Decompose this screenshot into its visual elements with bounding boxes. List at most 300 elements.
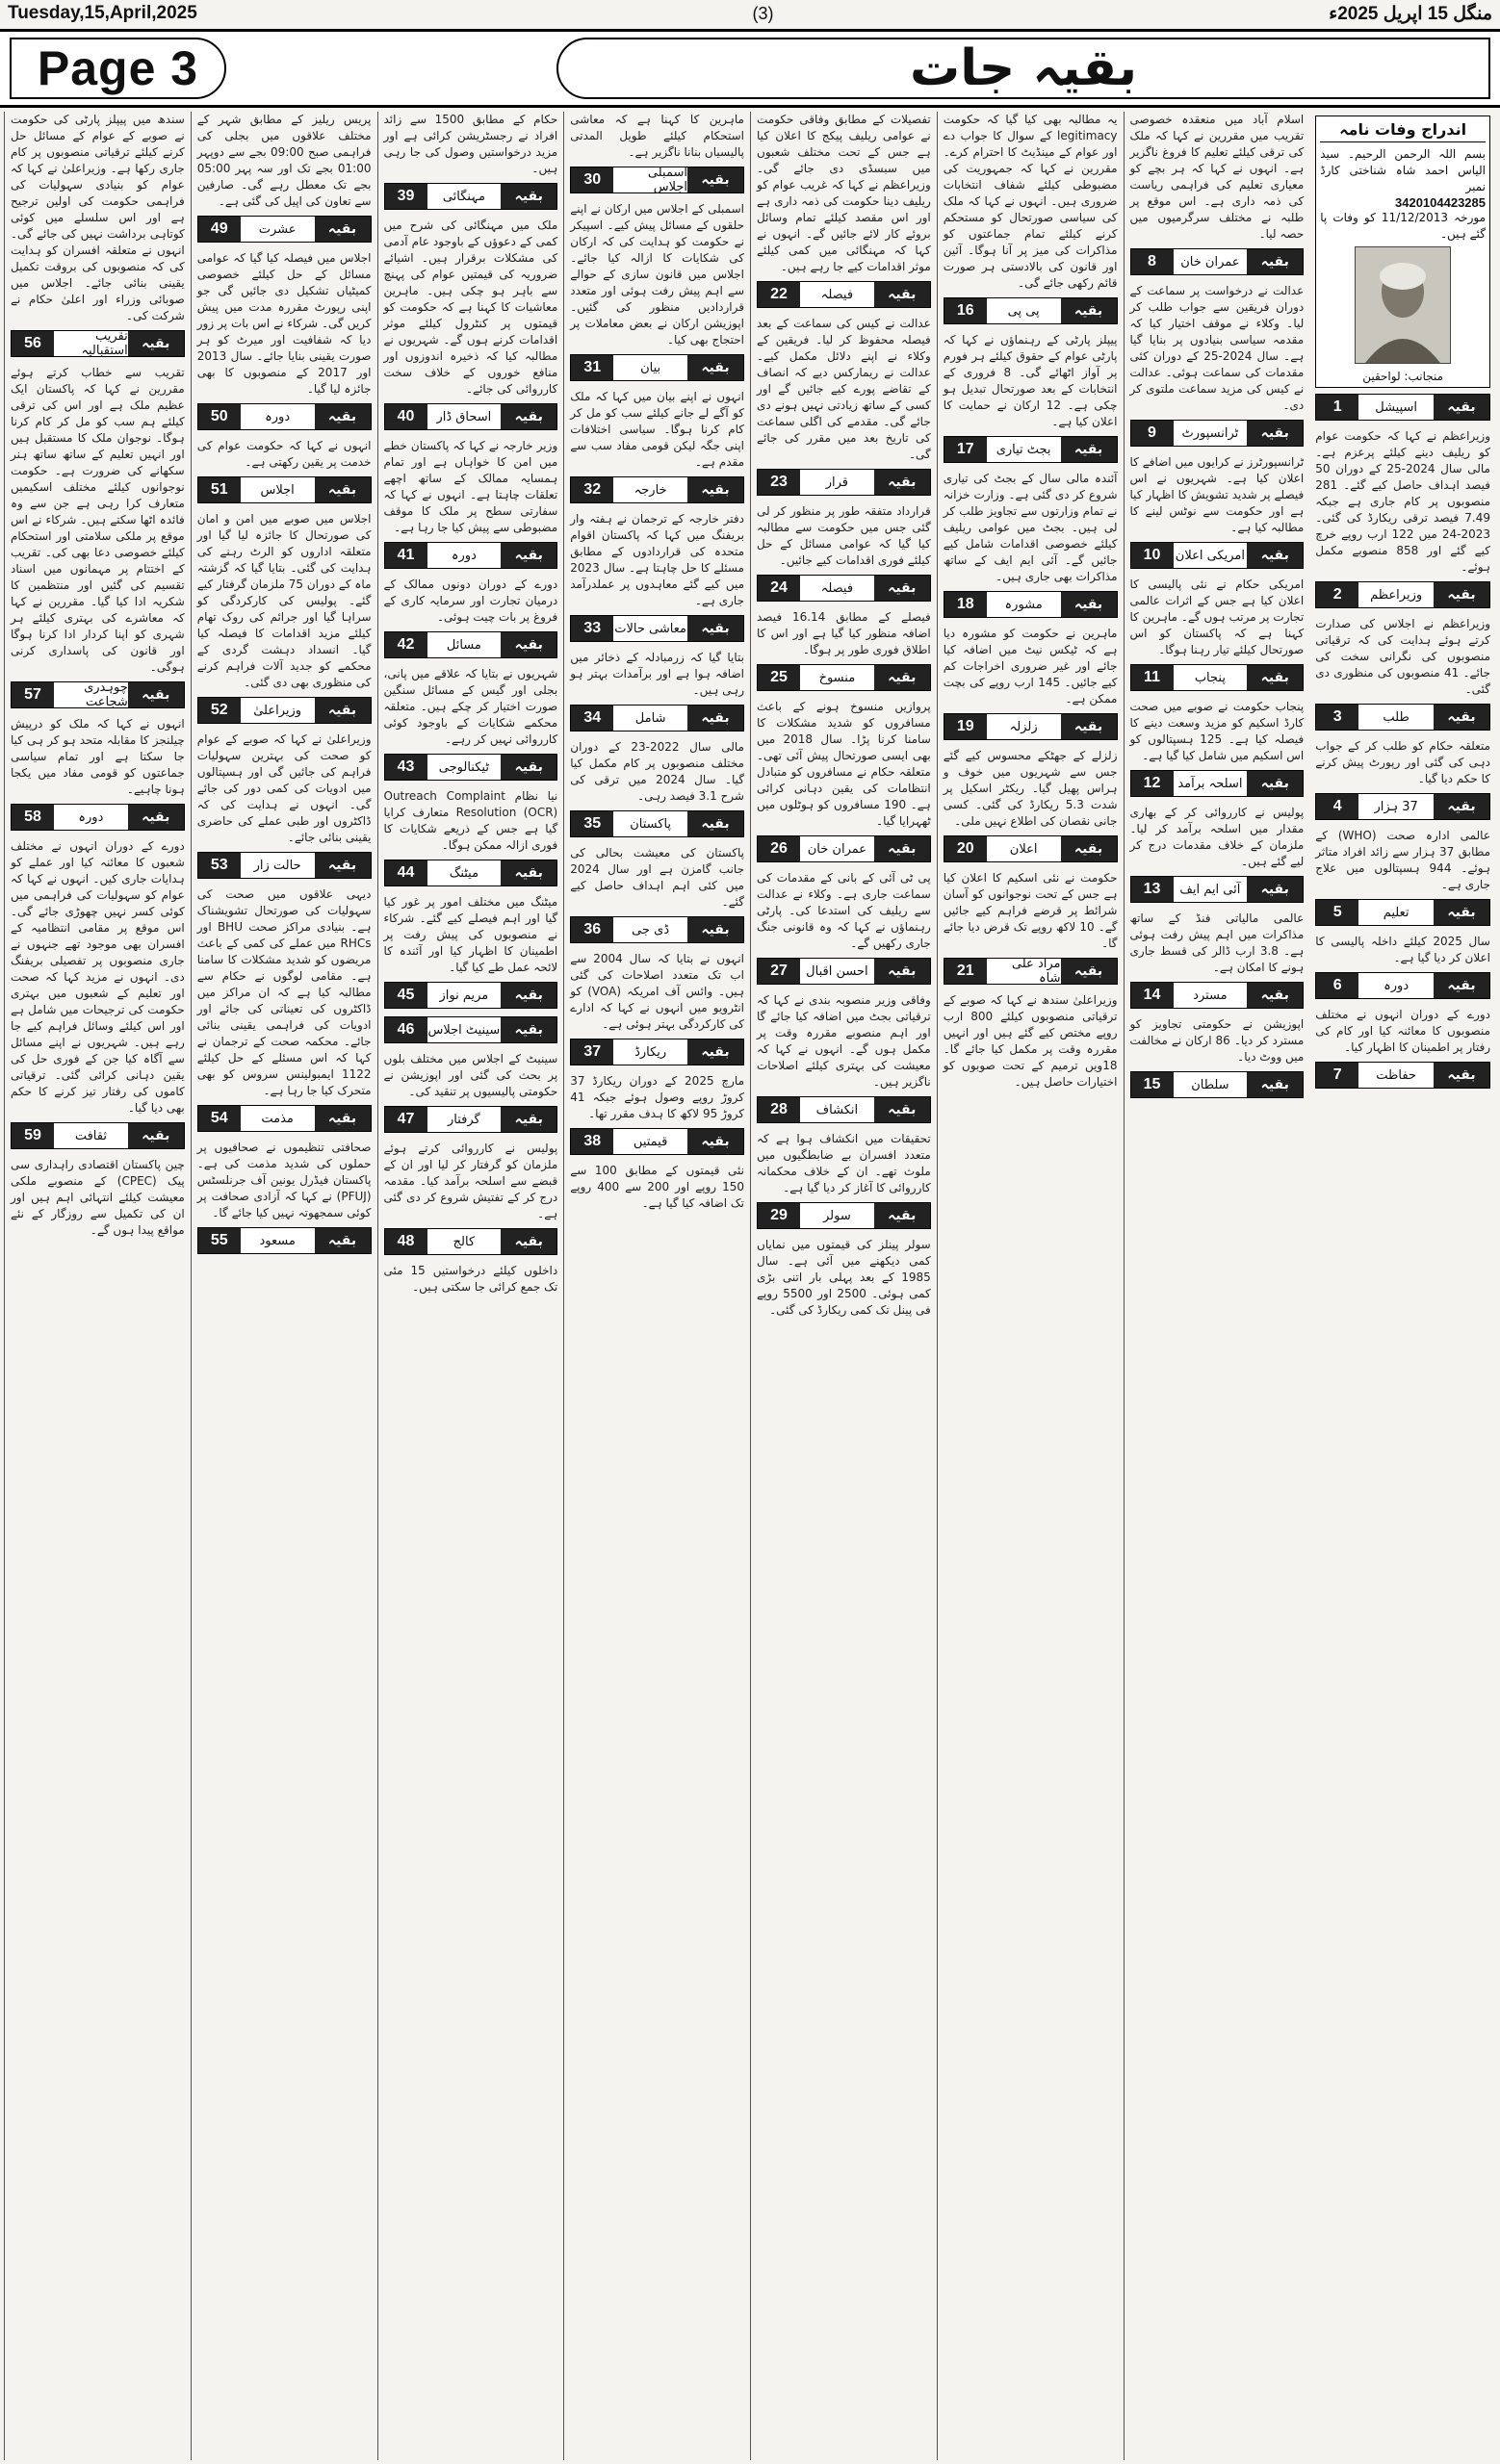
continuation-number: 45 bbox=[385, 983, 427, 1008]
article-text: ٹرانسپورٹرز نے کرایوں میں اضافے کا اعلان کیا ہے۔ شہریوں نے اس فیصلے پر شدید تشویش کا اظہار کیا ہے اور حکومت سے نوٹس لینے کا مطالبہ کیا ہے۔ bbox=[1129, 455, 1305, 534]
continuation-name: عمران خان bbox=[1180, 254, 1240, 270]
continuation-tag bbox=[570, 167, 744, 193]
continuation-name: مسائل bbox=[446, 637, 481, 653]
continuation-name: کالج bbox=[453, 1234, 476, 1249]
article-text: دیہی علاقوں میں صحت کی سہولیات کی صورتحال تشویشناک ہے۔ بنیادی مراکز صحت BHU اور RHCs میں عملے کی کمی کے باعث مریضوں کو شدید مشکلات کا سامنا ہے۔ مقامی لوگوں نے حکام سے مطالبہ کیا ہے کہ ان مراکز میں ڈاکٹروں کی تعیناتی کی جائے اور ادویات کی فراہمی یقینی بنائی جائے۔ محکمہ صحت کے ترجمان نے کہا کہ اس مسئلے کے حل کیلئے 1122 ایمبولینس سروس کو بھی متحرک کیا جا رہا ہے۔ bbox=[196, 887, 372, 1097]
continuation-label: بقیہ bbox=[687, 1040, 743, 1065]
news-column bbox=[4, 112, 191, 2460]
continuation-name: آئی ایم ایف bbox=[1179, 882, 1241, 897]
continuation-label: بقیہ bbox=[501, 543, 556, 568]
continuation-number: 2 bbox=[1316, 582, 1358, 607]
continuation-number: 50 bbox=[198, 404, 241, 429]
continuation-name: سینیٹ اجلاس bbox=[427, 1022, 501, 1038]
continuation-number: 35 bbox=[571, 811, 613, 836]
continuation-number: 19 bbox=[944, 714, 987, 739]
continuation-label: بقیہ bbox=[1247, 1072, 1303, 1097]
continuation-label: بقیہ bbox=[874, 836, 930, 861]
continuation-number: 48 bbox=[385, 1229, 427, 1254]
article-text: اسمبلی کے اجلاس میں ارکان نے اپنے حلقوں کے مسائل پیش کیے۔ اسپیکر نے حکومت کو ہدایت کی کہ ارکان کی شکایات کا ازالہ کیا جائے۔ اجلاس میں قانون سازی کے حوالے سے اہم پیش رفت ہوئی اور متعدد قراردادیں منظور کی گئیں۔ اپوزیشن ارکان نے بعض معاملات پر احتجاج بھی کیا۔ bbox=[570, 202, 744, 346]
continuation-label: بقیہ bbox=[315, 853, 371, 878]
continuation-label: بقیہ bbox=[874, 282, 930, 307]
continuation-name: مسترد bbox=[1193, 988, 1228, 1003]
continuation-label: بقیہ bbox=[1247, 771, 1303, 796]
continuation-tag bbox=[570, 705, 744, 732]
continuation-label: بقیہ bbox=[687, 477, 743, 502]
continuation-tag bbox=[757, 664, 931, 691]
continuation-number: 53 bbox=[198, 853, 241, 878]
continuation-number: 47 bbox=[385, 1107, 427, 1132]
continuation-name: دورہ bbox=[1384, 978, 1409, 993]
continuation-name: مذمت bbox=[261, 1111, 294, 1126]
continuation-number: 26 bbox=[758, 836, 800, 861]
article-text: اجلاس میں صوبے میں امن و امان کی صورتحال کا جائزہ لیا گیا اور متعلقہ اداروں کو الرٹ رہنے کی ہدایت کی گئی۔ بتایا گیا کہ گزشتہ ماہ کے دوران 75 ملزمان گرفتار کیے گئے۔ پولیس کی کارکردگی کو سراہا گیا اور جرائم کی روک تھام کیلئے مزید اقدامات کا فیصلہ کیا گیا۔ انسداد دہشت گردی کے محکمے کو جدید آلات فراہم کرنے کی منظوری بھی دی گئی۔ bbox=[196, 512, 372, 689]
continuation-tag bbox=[1130, 1071, 1305, 1098]
news-column bbox=[750, 112, 937, 2460]
continuation-label: بقیہ bbox=[874, 665, 930, 690]
article-text: عالمی مالیاتی فنڈ کے ساتھ مذاکرات میں اہم پیش رفت ہوئی ہے۔ 3.8 ارب ڈالر کی قسط جاری ہونے کا امکان ہے۔ bbox=[1129, 911, 1305, 974]
continuation-label: بقیہ bbox=[315, 477, 371, 502]
article-text: پی ٹی آئی کے بانی کے مقدمات کی سماعت جاری ہے۔ وکلاء نے عدالت سے ریلیف کی استدعا کی۔ پارٹی رہنماؤں نے کہا کہ وہ قانونی جنگ جاری رکھیں گے۔ bbox=[757, 871, 931, 950]
dateline bbox=[0, 0, 1500, 27]
continuation-label: بقیہ bbox=[687, 355, 743, 380]
continuation-tag bbox=[570, 916, 744, 943]
continuation-tag bbox=[384, 183, 558, 210]
continuation-label: بقیہ bbox=[315, 698, 371, 723]
continuation-label: بقیہ bbox=[1061, 959, 1117, 984]
continuation-number: 14 bbox=[1131, 983, 1174, 1008]
continuation-label: بقیہ bbox=[128, 682, 184, 707]
obituary-signature: منجانب: لواحقین bbox=[1362, 370, 1444, 383]
article-text: تحقیقات میں انکشاف ہوا ہے کہ متعدد افسران بے ضابطگیوں میں ملوث تھے۔ ان کے خلاف محکمانہ کارروائی کا آغاز کر دیا گیا ہے۔ bbox=[757, 1132, 931, 1194]
continuation-tag bbox=[1130, 876, 1305, 903]
continuation-name: ریکارڈ bbox=[634, 1044, 667, 1060]
article-text: عدالت نے درخواست پر سماعت کے دوران فریقین سے جواب طلب کر لیا۔ وکلاء نے موقف اختیار کیا کہ مقدمہ سیاسی بنیادوں پر بنایا گیا ہے۔ سال 2024-25 کے دوران کئی مقدمات کی سماعت ہوئی۔ عدالت نے کیس کی مزید سماعت ملتوی کر دی۔ bbox=[1129, 284, 1305, 412]
article-text: پولیس نے کارروائی کرتے ہوئے ملزمان کو گرفتار کر لیا اور ان کے قبضے سے اسلحہ برآمد کیا۔ مقدمہ درج کر کے تفتیش شروع کر دی گئی ہے۔ bbox=[383, 1142, 558, 1220]
continuation-name: پنجاب bbox=[1194, 670, 1226, 685]
article-text: پروازیں منسوخ ہونے کے باعث مسافروں کو شدید مشکلات کا سامنا کرنا پڑا۔ سال 2018 میں بھی ایسی صورتحال پیش آئی تھی۔ متعلقہ حکام نے مسافروں کو متبادل انتظامات کی یقین دہانی کرائی ہے۔ 190 مسافروں کو ہوٹلوں میں ٹھہرایا گیا۔ bbox=[757, 700, 931, 828]
article-text: وزیر خارجہ نے کہا کہ پاکستان خطے میں امن کا خواہاں ہے اور تمام ہمسایہ ممالک کے ساتھ اچھے تعلقات چاہتا ہے۔ انہوں نے کہا کہ سفارتی سطح پر ملک کا موقف مضبوطی سے پیش کیا جا رہا ہے۔ bbox=[383, 439, 558, 534]
continuation-name: اجلاس bbox=[260, 482, 295, 498]
continuation-number: 16 bbox=[944, 298, 987, 323]
continuation-label: بقیہ bbox=[1061, 298, 1117, 323]
continuation-label: بقیہ bbox=[315, 1106, 371, 1131]
article-text: اسلام آباد میں منعقدہ خصوصی تقریب میں مقررین نے کہا کہ ملک کی ترقی کیلئے تعلیم کا فروغ ناگزیر ہے۔ انہوں نے کہا کہ ہر بچے کو معیاری تعلیم کی فراہمی ریاست کی ذمہ داری ہے۔ اس موقع پر طلبہ نے مختلف سرگرمیوں میں حصہ لیا۔ bbox=[1129, 113, 1305, 241]
article-text: پیپلز پارٹی کے رہنماؤں نے کہا کہ پارٹی عوام کے حقوق کیلئے ہر فورم پر آواز اٹھائے گی۔ 8 فروری کے انتخابات کے بعد صورتحال تبدیل ہو چکی ہے۔ 12 ارکان نے حمایت کا اعلان کیا ہے۔ bbox=[943, 333, 1118, 428]
continuation-tag bbox=[384, 542, 558, 569]
continuation-name: ٹرانسپورٹ bbox=[1181, 425, 1239, 441]
continuation-number: 5 bbox=[1316, 900, 1358, 925]
continuation-name: بجٹ تیاری bbox=[996, 442, 1051, 457]
continuation-name: اعلان bbox=[1009, 841, 1038, 857]
obituary-title: اندراج وفات نامہ bbox=[1320, 120, 1486, 142]
continuation-name: دورہ bbox=[451, 548, 477, 563]
continuation-name: اسمبلی اجلاس bbox=[647, 166, 687, 194]
continuation-number: 55 bbox=[198, 1228, 241, 1253]
continuation-name: پاکستان bbox=[630, 816, 672, 832]
continuation-tag bbox=[1315, 793, 1490, 820]
continuation-number: 13 bbox=[1131, 877, 1174, 902]
continuation-number: 7 bbox=[1316, 1063, 1358, 1088]
continuation-tag bbox=[570, 476, 744, 503]
continuation-number: 24 bbox=[758, 576, 800, 601]
continuation-label: بقیہ bbox=[501, 1229, 556, 1254]
continuation-label: بقیہ bbox=[874, 1097, 930, 1122]
continuation-name: ٹیکنالوجی bbox=[438, 759, 489, 775]
continuation-name: فیصلہ bbox=[820, 580, 854, 596]
continuation-label: بقیہ bbox=[1247, 983, 1303, 1008]
continuation-number: 8 bbox=[1131, 249, 1174, 274]
continuation-name: مراد علی شاہ bbox=[1011, 957, 1061, 986]
continuation-number: 40 bbox=[385, 404, 427, 429]
continuation-name: گرفتار bbox=[448, 1112, 480, 1127]
continuation-name: 37 ہزار bbox=[1374, 799, 1418, 814]
obituary-cnic: 3420104423285 bbox=[1395, 195, 1486, 210]
article-text: سینیٹ کے اجلاس میں مختلف بلوں پر بحث کی گئی اور اپوزیشن نے حکومتی پالیسیوں پر تنقید کی۔ bbox=[383, 1052, 558, 1098]
news-column bbox=[1309, 112, 1496, 2460]
continuation-label: بقیہ bbox=[1247, 543, 1303, 568]
continuation-tag bbox=[944, 591, 1118, 618]
page-number: (3) bbox=[752, 3, 774, 23]
continuation-number: 25 bbox=[758, 665, 800, 690]
continuation-name: عمران خان bbox=[807, 841, 867, 857]
continuation-tag bbox=[384, 754, 558, 781]
continuation-number: 17 bbox=[944, 437, 987, 462]
continuation-number: 9 bbox=[1131, 421, 1174, 446]
continuation-name: پی پی bbox=[1007, 303, 1040, 319]
article-text: ملک میں مہنگائی کی شرح میں کمی کے دعوؤں کے باوجود عام آدمی کی مشکلات برقرار ہیں۔ اشیائے ضروریہ کی قیمتیں عوام کی پہنچ سے باہر ہو چکی ہیں۔ ماہرین معاشیات کا کہنا ہے کہ حکومت کو قیمتوں پر کنٹرول کیلئے موثر اقدامات کرنے ہوں گے۔ شہریوں نے مطالبہ کیا کہ ذخیرہ اندوزوں اور منافع خوروں کے خلاف سخت کارروائی کی جائے۔ bbox=[383, 218, 558, 396]
continuation-tag bbox=[944, 713, 1118, 740]
continuation-name: حفاظت bbox=[1376, 1067, 1416, 1083]
columns-grid bbox=[4, 112, 1496, 2460]
continuation-tag bbox=[757, 1096, 931, 1123]
article-text: داخلوں کیلئے درخواستیں 15 مئی تک جمع کرائی جا سکتی ہیں۔ bbox=[383, 1264, 558, 1294]
continuation-tag bbox=[1315, 1062, 1490, 1089]
continuation-tag bbox=[1130, 770, 1305, 797]
continuation-tag bbox=[11, 1122, 185, 1149]
continuation-tag bbox=[1130, 248, 1305, 275]
continuation-tag bbox=[1130, 542, 1305, 569]
continuation-label: بقیہ bbox=[501, 860, 556, 886]
continuation-tag bbox=[1130, 982, 1305, 1009]
continuation-label: بقیہ bbox=[874, 470, 930, 495]
obituary-photo bbox=[1355, 246, 1451, 364]
article-text: پاکستان کی معیشت بحالی کی جانب گامزن ہے اور سال 2024 میں کئی اہم اہداف حاصل کیے گئے۔ bbox=[570, 846, 744, 909]
article-text: وزیراعلیٰ نے کہا کہ صوبے کے عوام کو صحت کی بہترین سہولیات فراہم کی جائیں گی اور ہسپتالوں میں ادویات کی کمی دور کی جائے گی۔ انہوں نے ہدایت کی کہ ڈاکٹروں اور طبی عملے کی حاضری یقینی بنائی جائے۔ bbox=[196, 732, 372, 844]
continuation-number: 46 bbox=[385, 1017, 427, 1042]
date-english: Tuesday,15,April,2025 bbox=[8, 3, 197, 23]
continuation-name: میٹنگ bbox=[449, 865, 479, 881]
article-text: دورے کے دوران انہوں نے مختلف شعبوں کا معائنہ کیا اور عملے کو ہدایات جاری کیں۔ انہوں نے کہا کہ عوام کو سہولیات کی فراہمی میں کوئی کسر نہیں چھوڑی جائے گی۔ اس موقع پر مقامی انتظامیہ کے افسران بھی موجود تھے جنہوں نے جاری منصوبوں پر تفصیلی بریفنگ دی۔ انہوں نے مزید کہا کہ صحت اور تعلیم کے شعبوں میں بہتری حکومت کی ترجیحات میں شامل ہے اور اس کیلئے وسائل فراہم کیے جا رہے ہیں۔ شہریوں نے اپنے مسائل سے آگاہ کیا جن کے فوری حل کی یقین دہانی کرائی گئی۔ ترقیاتی کاموں کی رفتار تیز کرنے کا حکم بھی دیا گیا۔ bbox=[11, 839, 185, 1115]
continuation-tag bbox=[197, 852, 372, 879]
article-text: امریکی حکام نے نئی پالیسی کا اعلان کیا ہے جس کے اثرات عالمی تجارت پر مرتب ہوں گے۔ ماہرین کا کہنا ہے کہ پاکستان کو اس صورتحال کیلئے تیار رہنا ہوگا۔ bbox=[1129, 578, 1305, 656]
obituary-notice bbox=[1315, 116, 1490, 388]
article-text: وزیراعظم نے اجلاس کی صدارت کرتے ہوئے ہدایت کی کہ ترقیاتی منصوبوں کی نگرانی سخت کی جائے۔ 41 منصوبوں کی منظوری دی گئی۔ bbox=[1315, 617, 1490, 696]
article-text: شہریوں نے بتایا کہ علاقے میں پانی، بجلی اور گیس کے مسائل سنگین صورت اختیار کر چکے ہیں۔ متعلقہ محکمے شکایات کے باوجود کوئی کارروائی نہیں کر رہے۔ bbox=[383, 667, 558, 746]
article-text: ماہرین کا کہنا ہے کہ معاشی استحکام کیلئے طویل المدتی پالیسیاں بنانا ناگزیر ہے۔ bbox=[570, 113, 744, 159]
continuation-number: 52 bbox=[198, 698, 241, 723]
continuation-label: بقیہ bbox=[1247, 421, 1303, 446]
continuation-number: 28 bbox=[758, 1097, 800, 1122]
article-text: چین پاکستان اقتصادی راہداری سی پیک (CPEC) کے منصوبے ملکی معیشت کیلئے انتہائی اہم ہیں اور ان کی تکمیل سے روزگار کے نئے مواقع پیدا ہوں گے۔ bbox=[11, 1158, 185, 1237]
continuation-tag bbox=[757, 281, 931, 308]
continuation-name: فیصلہ bbox=[820, 287, 854, 302]
continuation-name: مہنگائی bbox=[442, 189, 485, 204]
continuation-label: بقیہ bbox=[874, 1203, 930, 1228]
article-text: سندھ میں پیپلز پارٹی کی حکومت نے صوبے کے عوام کے مسائل حل کرنے کیلئے ترقیاتی منصوبوں پر کام جاری رکھا ہے۔ وزیراعلیٰ نے کہا کہ عوام کو بنیادی سہولیات کی فراہمی حکومت کی اولین ترجیح ہے اور اس سلسلے میں کوئی کوتاہی برداشت نہیں کی جائے گی۔ انہوں نے متعلقہ افسران کو ہدایت کی کہ منصوبوں کی بروقت تکمیل یقینی بنائی جائے۔ اجلاس میں صوبائی وزراء اور اعلیٰ حکام نے شرکت کی۔ bbox=[11, 113, 185, 322]
continuation-number: 21 bbox=[944, 959, 987, 984]
news-column bbox=[377, 112, 564, 2460]
continuation-number: 4 bbox=[1316, 794, 1358, 819]
continuation-name: اسپیشل bbox=[1375, 399, 1418, 415]
continuation-label: بقیہ bbox=[501, 1017, 556, 1042]
continuation-tag bbox=[1130, 664, 1305, 691]
article-text: اجلاس میں فیصلہ کیا گیا کہ عوامی مسائل کے حل کیلئے خصوصی کمیٹیاں تشکیل دی جائیں گی جو اپنی رپورٹ مقررہ مدت میں پیش کریں گی۔ شرکاء نے اس بات پر زور دیا کہ شفافیت اور میرٹ کو ہر صورت یقینی بنایا جائے۔ سال 2013 اور 2017 کے منصوبوں کا بھی جائزہ لیا گیا۔ bbox=[196, 251, 372, 396]
continuation-label: بقیہ bbox=[1061, 437, 1117, 462]
continuation-name: قیمتیں bbox=[633, 1134, 668, 1149]
continuation-number: 54 bbox=[198, 1106, 241, 1131]
continuation-number: 43 bbox=[385, 755, 427, 780]
continuation-label: بقیہ bbox=[501, 1107, 556, 1132]
continuation-name: تقریب استقبالیہ bbox=[81, 329, 128, 358]
article-text: انہوں نے کہا کہ ملک کو درپیش چیلنجز کا مقابلہ متحد ہو کر ہی کیا جا سکتا ہے اور تمام سیاسی جماعتوں کو قومی مفاد میں یکجا ہونا چاہیے۔ bbox=[11, 717, 185, 796]
article-text: حکومت نے نئی اسکیم کا اعلان کیا ہے جس کے تحت نوجوانوں کو آسان شرائط پر قرضے فراہم کیے جائیں گے۔ 10 لاکھ روپے تک قرض دیا جائے گا۔ bbox=[943, 871, 1118, 950]
continuation-tag bbox=[570, 810, 744, 837]
continuation-tag bbox=[757, 835, 931, 862]
obituary-date: مورخہ 11/12/2013 کو وفات پا گئے ہیں۔ bbox=[1320, 211, 1486, 241]
continuation-number: 27 bbox=[758, 959, 800, 984]
article-text: صحافتی تنظیموں نے صحافیوں پر حملوں کی شدید مذمت کی ہے۔ پاکستان فیڈرل یونین آف جرنلسٹس (PFUJ) نے کہا کہ آزادی صحافت پر کوئی سمجھوتہ نہیں کیا جائے گا۔ bbox=[196, 1141, 372, 1219]
continuation-tag bbox=[384, 403, 558, 430]
continuation-tag bbox=[384, 860, 558, 886]
article-text: متعلقہ حکام کو طلب کر کے جواب دہی کی گئی اور رپورٹ پیش کرنے کا حکم دیا گیا۔ bbox=[1315, 739, 1490, 785]
continuation-tag bbox=[197, 476, 372, 503]
continuation-number: 12 bbox=[1131, 771, 1174, 796]
article-text: مارچ 2025 کے دوران ریکارڈ 37 کروڑ روپے وصول ہوئے جبکہ 41 کروڑ 95 لاکھ کا ہدف مقرر تھا۔ bbox=[570, 1074, 744, 1120]
continuation-number: 11 bbox=[1131, 665, 1174, 690]
continuation-number: 49 bbox=[198, 217, 241, 242]
continuation-number: 34 bbox=[571, 706, 613, 731]
continuation-name: اسحاق ڈار bbox=[436, 409, 492, 424]
continuation-tag bbox=[197, 1227, 372, 1254]
continuation-tag bbox=[757, 1202, 931, 1229]
continuation-tag bbox=[384, 631, 558, 658]
continuation-tag bbox=[944, 436, 1118, 463]
date-urdu: منگل 15 اپریل 2025ء bbox=[1329, 3, 1492, 24]
continuation-tag bbox=[197, 1105, 372, 1132]
article-text: حکام کے مطابق 1500 سے زائد افراد نے رجسٹریشن کرائی ہے اور مزید درخواستیں وصول کی جا رہی ہیں۔ bbox=[383, 113, 558, 175]
article-text: دورے کے دوران دونوں ممالک کے درمیان تجارت اور سرمایہ کاری کے فروغ پر بات چیت ہوئی۔ bbox=[383, 578, 558, 624]
article-text: انہوں نے اپنے بیان میں کہا کہ ملک کو آگے لے جانے کیلئے سب کو مل کر کام کرنا ہوگا۔ سیاسی اختلافات اپنی جگہ لیکن قومی مفاد سب سے مقدم ہے۔ bbox=[570, 390, 744, 469]
article-text: انہوں نے کہا کہ حکومت عوام کی خدمت پر یقین رکھتی ہے۔ bbox=[196, 439, 372, 469]
article-text: وزیراعظم نے کہا کہ حکومت عوام کو ریلیف دینے کیلئے پرعزم ہے۔ مالی سال 2024-25 کے دوران 50 فیصد اہداف حاصل کیے گئے۔ 281 منصوبوں پر کام جاری ہے جبکہ 7.49 فیصد ترقی ریکارڈ کی گئی۔ 2023-24 میں 122 ارب روپے خرچ کیے گئے اور 858 منصوبے مکمل ہوئے۔ bbox=[1315, 429, 1490, 574]
article-text: وفاقی وزیر منصوبہ بندی نے کہا کہ ترقیاتی بجٹ میں اضافہ کیا جائے گا اور اہم منصوبے مقررہ وقت پر مکمل ہوں گے۔ انہوں نے کہا کہ معیشت کی بہتری کیلئے اصلاحات ناگزیر ہیں۔ bbox=[757, 993, 931, 1089]
continuation-name: منسوخ bbox=[818, 670, 856, 685]
continuation-number: 18 bbox=[944, 592, 987, 617]
article-text: یہ مطالبہ بھی کیا گیا کہ حکومت legitimacy کے سوال کا جواب دے اور عوام کے مینڈیٹ کا احترام کرے۔ مقررین نے کہا کہ جمہوریت کی مضبوطی کیلئے شفاف انتخابات ضروری ہیں۔ انہوں نے کہا کہ ملک کی سیاسی صورتحال کو مستحکم کرنے کیلئے تمام جماعتوں کو مذاکرات کی میز پر آنا ہوگا۔ آئین اور قانون کی بالادستی ہر صورت قائم رکھی جائے گی۔ bbox=[943, 113, 1118, 290]
continuation-label: بقیہ bbox=[687, 1129, 743, 1154]
masthead-banner bbox=[0, 29, 1500, 108]
continuation-label: بقیہ bbox=[687, 616, 743, 641]
page-label: Page 3 bbox=[10, 38, 226, 99]
article-text: فیصلے کے مطابق 16.14 فیصد اضافہ منظور کیا گیا ہے اور اس کا اطلاق فوری طور پر ہوگا۔ bbox=[757, 610, 931, 656]
continuation-name: وزیراعلیٰ bbox=[253, 703, 302, 718]
continuation-label: بقیہ bbox=[1434, 395, 1489, 420]
obituary-text: بسم اللہ الرحمن الرحیم۔ سید الیاس احمد شاہ شناختی کارڈ نمبر bbox=[1320, 147, 1486, 193]
continuation-tag bbox=[1315, 704, 1490, 731]
continuation-number: 32 bbox=[571, 477, 613, 502]
continuation-label: بقیہ bbox=[1247, 249, 1303, 274]
article-text: اپوزیشن نے حکومتی تجاویز کو مسترد کر دیا۔ 86 ارکان نے مخالفت میں ووٹ دیا۔ bbox=[1129, 1017, 1305, 1064]
continuation-label: بقیہ bbox=[1247, 877, 1303, 902]
continuation-number: 39 bbox=[385, 184, 427, 209]
continuation-name: بیان bbox=[640, 360, 661, 375]
page-title: بقیہ جات bbox=[556, 38, 1490, 99]
continuation-name: حالت زار bbox=[253, 858, 301, 873]
continuation-number: 51 bbox=[198, 477, 241, 502]
continuation-tag bbox=[757, 469, 931, 496]
continuation-tag bbox=[384, 1016, 558, 1043]
continuation-name: معاشی حالات bbox=[614, 621, 686, 636]
continuation-label: بقیہ bbox=[315, 217, 371, 242]
continuation-name: سولر bbox=[823, 1208, 851, 1223]
continuation-label: بقیہ bbox=[874, 959, 930, 984]
continuation-name: طلب bbox=[1383, 709, 1409, 725]
continuation-name: قرار bbox=[825, 475, 849, 490]
continuation-tag bbox=[570, 1039, 744, 1065]
continuation-number: 3 bbox=[1316, 705, 1358, 730]
article-text: زلزلے کے جھٹکے محسوس کیے گئے جس سے شہریوں میں خوف و ہراس پھیل گیا۔ ریکٹر اسکیل پر شدت 5.3 ریکارڈ کی گئی۔ کسی جانی نقصان کی اطلاع نہیں ملی۔ bbox=[943, 749, 1118, 828]
continuation-number: 57 bbox=[12, 682, 54, 707]
continuation-name: دورہ bbox=[78, 809, 104, 825]
continuation-number: 44 bbox=[385, 860, 427, 886]
continuation-tag bbox=[944, 835, 1118, 862]
continuation-label: بقیہ bbox=[1061, 592, 1117, 617]
article-text: پریس ریلیز کے مطابق شہر کے مختلف علاقوں میں بجلی کی فراہمی صبح 09:00 بجے سے دوپہر 01:00 بجے تک اور سہ پہر 05:00 بجے تک معطل رہے گی۔ صارفین سے تعاون کی اپیل کی گئی ہے۔ bbox=[196, 113, 372, 208]
article-text: نیا نظام Outreach Complaint Resolution (OCR) متعارف کرایا گیا ہے جس کے ذریعے شکایات کا فوری ازالہ ممکن ہوگا۔ bbox=[383, 789, 558, 852]
continuation-name: مسعود bbox=[259, 1233, 296, 1248]
continuation-tag bbox=[944, 958, 1118, 985]
continuation-label: بقیہ bbox=[687, 167, 743, 192]
article-text: دورے کے دوران انہوں نے مختلف منصوبوں کا معائنہ کیا اور کام کی رفتار پر اطمینان کا اظہار کیا۔ bbox=[1315, 1008, 1490, 1054]
continuation-tag bbox=[570, 1128, 744, 1155]
continuation-label: بقیہ bbox=[128, 331, 184, 356]
continuation-name: امریکی اعلان bbox=[1175, 548, 1245, 563]
continuation-label: بقیہ bbox=[687, 917, 743, 942]
continuation-label: بقیہ bbox=[1434, 900, 1489, 925]
continuation-number: 59 bbox=[12, 1123, 54, 1148]
continuation-number: 37 bbox=[571, 1040, 613, 1065]
continuation-tag bbox=[197, 697, 372, 724]
continuation-label: بقیہ bbox=[687, 811, 743, 836]
article-text: عالمی ادارہ صحت (WHO) کے مطابق 37 ہزار سے زائد افراد متاثر ہوئے۔ 944 ہسپتالوں میں علاج جاری ہے۔ bbox=[1315, 829, 1490, 891]
article-text: سولر پینلز کی قیمتوں میں نمایاں کمی دیکھنے میں آئی ہے۔ سال 1985 کے بعد پہلی بار اتنی بڑی کمی ہوئی۔ 2500 اور 5500 روپے فی پینل تک کمی ریکارڈ کی گئی۔ bbox=[757, 1238, 931, 1317]
continuation-name: انکشاف bbox=[815, 1102, 859, 1117]
continuation-number: 58 bbox=[12, 805, 54, 830]
article-text: آئندہ مالی سال کے بجٹ کی تیاری شروع کر دی گئی ہے۔ وزارت خزانہ نے تمام وزارتوں سے تجاویز طلب کر لی ہیں۔ بجٹ میں عوامی ریلیف کیلئے خصوصی اقدامات شامل کیے جائیں گے۔ آئی ایم ایف کے ساتھ مذاکرات بھی جاری ہیں۔ bbox=[943, 472, 1118, 583]
continuation-name: تعلیم bbox=[1383, 905, 1409, 920]
continuation-name: وزیراعظم bbox=[1370, 587, 1423, 603]
continuation-tag bbox=[757, 958, 931, 985]
continuation-tag bbox=[384, 1106, 558, 1133]
continuation-tag bbox=[11, 804, 185, 831]
continuation-number: 36 bbox=[571, 917, 613, 942]
continuation-tag bbox=[570, 615, 744, 642]
continuation-number: 1 bbox=[1316, 395, 1358, 420]
continuation-name: عشرت bbox=[258, 221, 297, 237]
continuation-name: دورہ bbox=[265, 409, 291, 424]
article-text: پنجاب حکومت نے صوبے میں صحت کارڈ اسکیم کو مزید وسعت دینے کا فیصلہ کیا ہے۔ 125 ہسپتالوں کو اس اسکیم میں شامل کیا گیا ہے۔ bbox=[1129, 700, 1305, 762]
continuation-label: بقیہ bbox=[874, 576, 930, 601]
continuation-name: مشورہ bbox=[1004, 597, 1043, 612]
continuation-name: احسن اقبال bbox=[806, 963, 868, 979]
continuation-label: بقیہ bbox=[1434, 582, 1489, 607]
continuation-label: بقیہ bbox=[128, 1123, 184, 1148]
article-text: نئی قیمتوں کے مطابق 100 سے 150 روپے اور 200 سے 400 روپے تک اضافہ کیا گیا ہے۔ bbox=[570, 1164, 745, 1210]
article-text: ماہرین نے حکومت کو مشورہ دیا ہے کہ ٹیکس نیٹ میں اضافہ کیا جائے اور غیر ضروری اخراجات کم کیے جائیں۔ 145 ارب روپے کی بچت ممکن ہے۔ bbox=[943, 627, 1118, 706]
news-column bbox=[191, 112, 377, 2460]
continuation-tag bbox=[570, 354, 744, 381]
continuation-number: 22 bbox=[758, 282, 800, 307]
article-text: سال 2025 کیلئے داخلہ پالیسی کا اعلان کر دیا گیا ہے۔ bbox=[1315, 935, 1490, 964]
continuation-label: بقیہ bbox=[1434, 705, 1489, 730]
continuation-tag bbox=[1315, 581, 1490, 608]
continuation-label: بقیہ bbox=[501, 755, 556, 780]
continuation-name: ڈی جی bbox=[632, 922, 670, 937]
continuation-label: بقیہ bbox=[1247, 665, 1303, 690]
continuation-name: چوہدری شجاعت bbox=[84, 680, 128, 709]
continuation-tag bbox=[384, 982, 558, 1009]
continuation-tag bbox=[11, 681, 185, 708]
continuation-label: بقیہ bbox=[128, 805, 184, 830]
continuation-label: بقیہ bbox=[1434, 1063, 1489, 1088]
continuation-number: 10 bbox=[1131, 543, 1174, 568]
continuation-number: 6 bbox=[1316, 973, 1358, 998]
continuation-tag bbox=[944, 297, 1118, 324]
continuation-name: سلطان bbox=[1191, 1077, 1229, 1092]
continuation-label: بقیہ bbox=[687, 706, 743, 731]
continuation-label: بقیہ bbox=[1434, 794, 1489, 819]
news-column bbox=[1124, 112, 1310, 2460]
continuation-name: ثقافت bbox=[74, 1128, 107, 1143]
article-text: تقریب سے خطاب کرتے ہوئے مقررین نے کہا کہ پاکستان ایک عظیم ملک ہے اور اس کی ترقی کیلئے ہم سب کو مل کر کام کرنا ہوگا۔ نوجوان ملک کا مستقبل ہیں اور انہیں تعلیم کے ساتھ ساتھ ہنر سکھانے کی ضرورت ہے۔ حکومت نوجوانوں کیلئے مختلف اسکیمیں متعارف کرا رہی ہے جن سے وہ فائدہ اٹھا سکتے ہیں۔ شرکاء نے اس موقع پر ملکی سلامتی اور استحکام کیلئے خصوصی دعا بھی کی۔ تقریب کے اختتام پر مہمانوں میں اسناد تقسیم کی گئیں اور منتظمین کا شکریہ ادا کیا گیا۔ مقررین نے کہا کہ معاشرے کی بہتری کیلئے ہر شہری کو اپنا کردار ادا کرنا ہوگا اور قانون کی پاسداری کرنی ہوگی۔ bbox=[11, 366, 185, 674]
continuation-number: 29 bbox=[758, 1203, 800, 1228]
continuation-tag bbox=[197, 216, 372, 243]
continuation-tag bbox=[1315, 899, 1490, 926]
news-column bbox=[937, 112, 1124, 2460]
continuation-tag bbox=[11, 330, 185, 357]
article-text: عدالت نے کیس کی سماعت کے بعد فیصلہ محفوظ کر لیا۔ فریقین کے وکلاء نے اپنے دلائل مکمل کیے۔ عدالت نے ریمارکس دیے کہ انصاف کے تقاضے پورے کیے جائیں گے اور کسی کے ساتھ زیادتی نہیں ہونے دی جائے گی۔ مقدمے کی اگلی سماعت کی تاریخ بعد میں مقرر کی جائے گی۔ bbox=[757, 317, 931, 461]
continuation-name: اسلحہ برآمد bbox=[1177, 776, 1243, 791]
continuation-label: بقیہ bbox=[501, 983, 556, 1008]
continuation-number: 15 bbox=[1131, 1072, 1174, 1097]
continuation-tag bbox=[197, 403, 372, 430]
article-text: انہوں نے بتایا کہ سال 2004 سے اب تک متعدد اصلاحات کی گئی ہیں۔ وائس آف امریکہ (VOA) کو انٹرویو میں انہوں نے کہا کہ ادارے کی کارکردگی بہتر ہوئی ہے۔ bbox=[570, 952, 744, 1031]
continuation-number: 38 bbox=[571, 1129, 613, 1154]
continuation-number: 33 bbox=[571, 616, 613, 641]
continuation-tag bbox=[384, 1228, 558, 1255]
article-text: دفتر خارجہ کے ترجمان نے ہفتہ وار بریفنگ میں کہا کہ پاکستان اقوام متحدہ کی قراردادوں کے مطابق مسئلے کا حل چاہتا ہے۔ سال 2023 میں کیے گئے معاہدوں پر عملدرآمد جاری ہے۔ bbox=[570, 512, 744, 607]
continuation-tag bbox=[1315, 972, 1490, 999]
continuation-label: بقیہ bbox=[1061, 714, 1117, 739]
continuation-tag bbox=[1315, 394, 1490, 421]
continuation-number: 41 bbox=[385, 543, 427, 568]
continuation-label: بقیہ bbox=[1434, 973, 1489, 998]
continuation-number: 31 bbox=[571, 355, 613, 380]
article-text: مالی سال 2022-23 کے دوران مختلف منصوبوں پر کام مکمل کیا گیا۔ سال 2024 میں ترقی کی شرح 3.1 فیصد رہی۔ bbox=[570, 740, 744, 803]
article-text: پولیس نے کارروائی کر کے بھاری مقدار میں اسلحہ برآمد کر لیا۔ ملزمان کے خلاف مقدمات درج کر لیے گئے ہیں۔ bbox=[1129, 806, 1305, 868]
continuation-name: خارجہ bbox=[634, 482, 667, 498]
continuation-label: بقیہ bbox=[315, 1228, 371, 1253]
